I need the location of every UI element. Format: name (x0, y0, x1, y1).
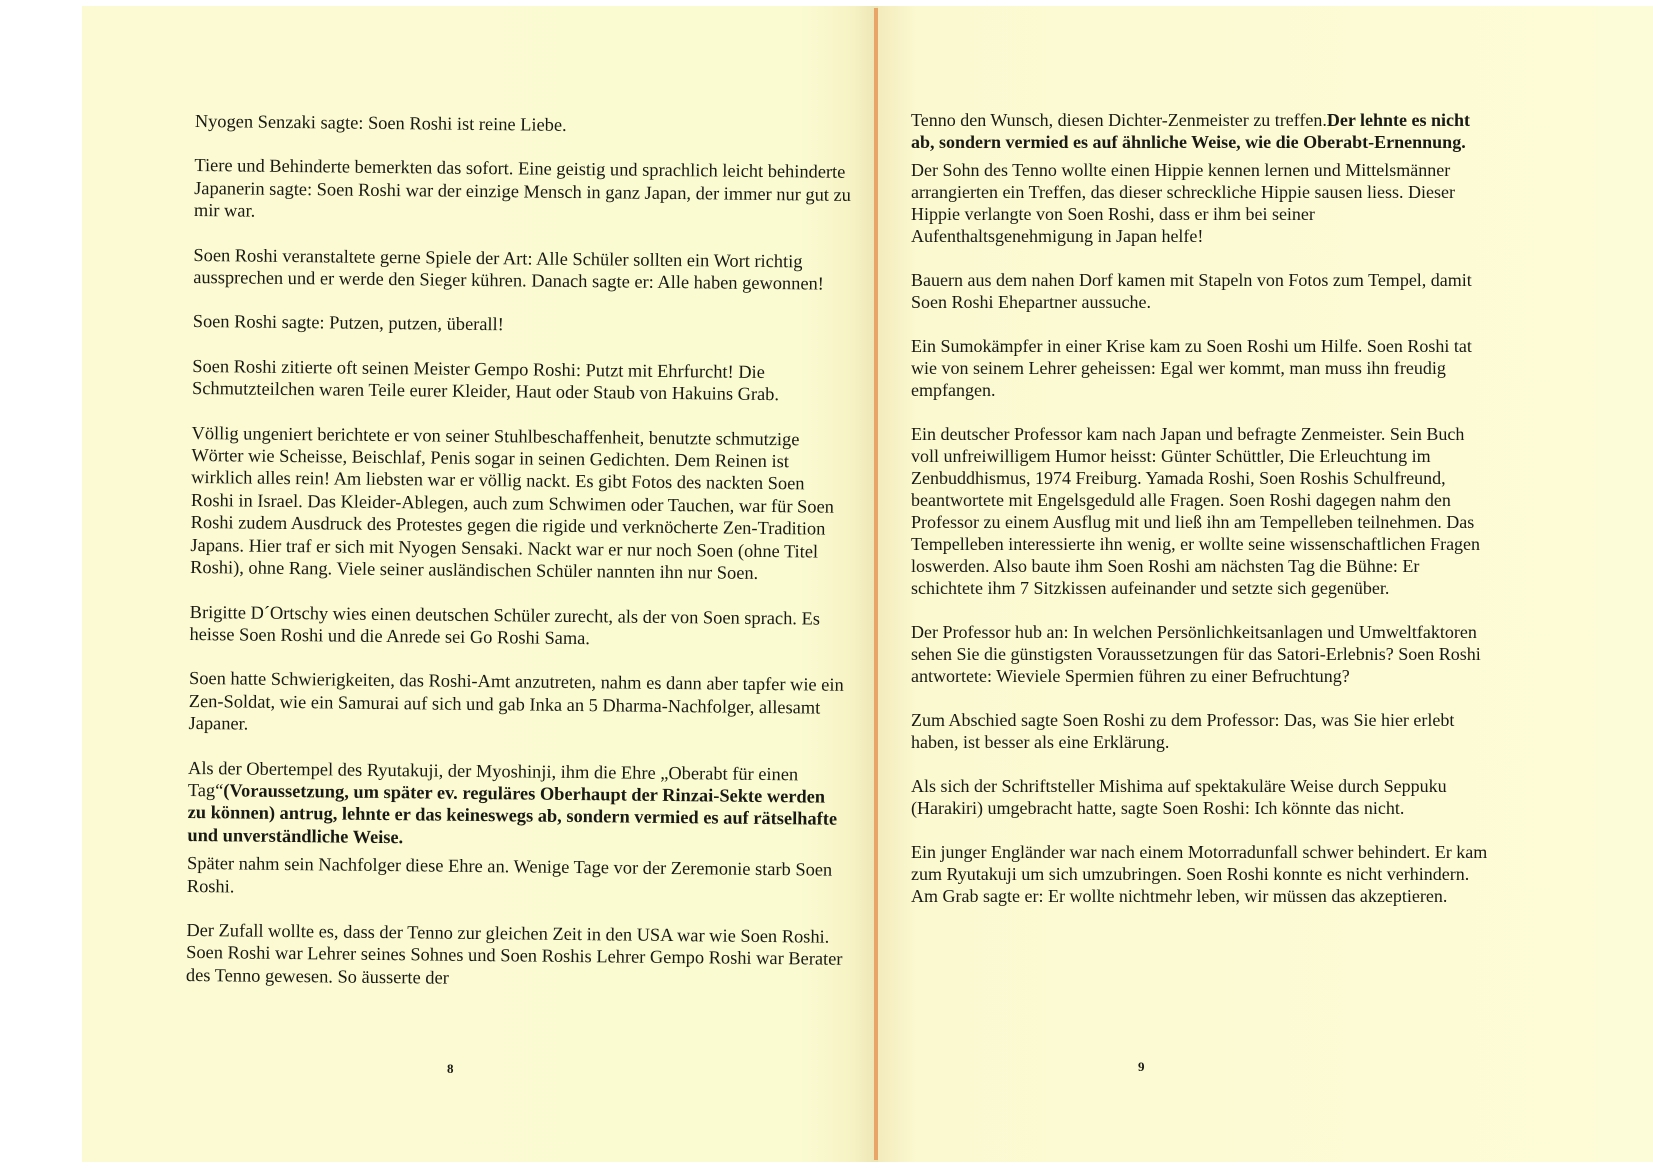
right-page-text (911, 109, 1491, 929)
paragraph: Nyogen Senzaki sagte: Soen Roshi ist reine Liebe. (194, 110, 567, 135)
page-number: 9 (1138, 1059, 1145, 1074)
paragraph-bold-part: Der lehnte es nicht ab, sondern vermied es auf ähnliche Weise, wie die Oberabt-Ernennung. (911, 110, 1470, 152)
paragraph: Brigitte D´Ortschy wies einen deutschen Schüler zurecht, als der von Soen sprach. Es heisse Soen Roshi und die Anrede sei Go Roshi Sama. (189, 601, 821, 649)
paragraph: Bauern aus dem nahen Dorf kamen mit Stapeln von Fotos zum Tempel, damit Soen Roshi Ehepartner aussuche. (911, 270, 1472, 312)
right-page (878, 6, 1653, 1162)
paragraph: Soen Roshi zitierte oft seinen Meister Gempo Roshi: Putzt mit Ehrfurcht! Die Schmutzteilchen waren Teile eurer Kleider, Haut oder Staub von Hakuins Grab. (191, 355, 780, 405)
paragraph: Später nahm sein Nachfolger diese Ehre an. Wenige Tage vor der Zeremonie starb Soen Roshi. (186, 853, 833, 897)
paragraph-bold-part: (Voraussetzung, um später ev. reguläres Oberhaupt der Rinzai-Sekte werden zu können) antrug, lehnte er das keineswegs ab, sondern vermied es auf rätselhafte und unverständliche Weise. (187, 780, 838, 847)
paragraph-mixed (911, 109, 1491, 153)
paragraph: Völlig ungeniert berichtete er von seiner Stuhlbeschaffenheit, benutzte schmutzige Wörter wie Scheisse, Beischlaf, Penis sogar in seinen Gedichten. Dem Reinen ist wirklich alles rein! Am liebsten war er völlig nackt. Es gibt Fotos des nackten Soen Roshi in Israel. Das Kleider-Ablegen, auch zum Schwimen oder Tauchen, war für Soen Roshi zudem Ausdruck des Protestes gegen die rigide und verknöcherte Zen-Tradition Japans. Hier traf er sich mit Nyogen Sensaki. Nackt war er nur noch Soen (ohne Titel Roshi), ohne Rang. Viele seiner ausländischen Schüler nannten ihn nur Soen. (190, 422, 835, 584)
paragraph: Der Sohn des Tenno wollte einen Hippie kennen lernen und Mittelsmänner arrangierten ein Treffen, das dieser schreckliche Hippie sausen liess. Dieser Hippie verlangte von Soen Roshi, dass er ihm bei seiner Aufenthaltsgenehmigung in Japan helfe! (911, 160, 1455, 246)
paragraph: Ein deutscher Professor kam nach Japan und befragte Zenmeister. Sein Buch voll unfreiwilligem Humor heisst: Günter Schüttler, Die Erleuchtung im Zenbuddhismus, 1974 Freiburg. Yamada Roshi, Soen Roshis Schulfreund, beantwortete mit Engelsgeduld alle Fragen. Soen Roshi dagegen nahm den Professor zu einem Ausflug mit und ließ ihn am Tempelleben teilnehmen. Das Tempelleben interessierte ihn wenig, er wollte seine wissenschaftlichen Fragen loswerden. Also baute ihm Soen Roshi am nächsten Tag die Bühne: Er schichtete ihm 7 Sitzkissen aufeinander und setzte sich gegenüber. (911, 424, 1481, 598)
left-page (82, 6, 878, 1162)
paragraph-normal-part: Tenno den Wunsch, diesen Dichter-Zenmeister zu treffen. (911, 110, 1327, 130)
paragraph-normal-part: Als der Obertempel des Ryutakuji, der Myoshinji, ihm die Ehre „Oberabt für einen Tag“ (187, 757, 799, 801)
paragraph: Ein Sumokämpfer in einer Krise kam zu Soen Roshi um Hilfe. Soen Roshi tat wie von seinem Lehrer geheissen: Egal wer kommt, man muss ihn freudig empfangen. (911, 336, 1472, 400)
paragraph: Zum Abschied sagte Soen Roshi zu dem Professor: Das, was Sie hier erlebt haben, ist besser als eine Erklärung. (911, 710, 1455, 752)
paragraph: Der Zufall wollte es, dass der Tenno zur gleichen Zeit in den USA war wie Soen Roshi. Soen Roshi war Lehrer seines Sohnes und Soen Roshis Lehrer Gempo Roshi war Berater des Tenno gewesen. So äusserte der (185, 919, 843, 988)
paragraph: Der Professor hub an: In welchen Persönlichkeitsanlagen und Umweltfaktoren sehen Sie die günstigsten Voraussetzungen für das Satori-Erlebnis? Soen Roshi antwortete: Wieviele Spermien führen zu einer Befruchtung? (911, 622, 1481, 686)
paragraph: Soen Roshi veranstaltete gerne Spiele der Art: Alle Schüler sollten ein Wort richtig aussprechen und er werde den Sieger kühren. Danach sagte er: Alle haben gewonnen! (193, 244, 824, 294)
paragraph: Als sich der Schriftsteller Mishima auf spektakuläre Weise durch Seppuku (Harakiri) umgebracht hatte, sagte Soen Roshi: Ich könnte das nicht. (911, 776, 1447, 818)
paragraph-mixed (187, 756, 848, 853)
paragraph: Soen hatte Schwierigkeiten, das Roshi-Amt anzutreten, nahm es dann aber tapfer wie ein Zen-Soldat, wie ein Samurai auf sich und gab Inka an 5 Dharma-Nachfolger, allesamt Japaner. (188, 668, 844, 734)
paragraph: Ein junger Engländer war nach einem Motorradunfall schwer behindert. Er kam zum Ryutakuji um sich umzubringen. Soen Roshi konnte es nicht verhindern. Am Grab sagte er: Er wollte nichtmehr leben, wir müssen das akzeptieren. (911, 842, 1488, 906)
paragraph: Tiere und Behinderte bemerkten das sofort. Eine geistig und sprachlich leicht behinderte Japanerin sagte: Soen Roshi war der einzige Mensch in ganz Japan, der immer nur gut zu mir war. (193, 155, 852, 221)
left-page-text (186, 110, 855, 1015)
paragraph: Soen Roshi sagte: Putzen, putzen, überall! (192, 311, 504, 335)
page-number: 8 (447, 1061, 454, 1076)
